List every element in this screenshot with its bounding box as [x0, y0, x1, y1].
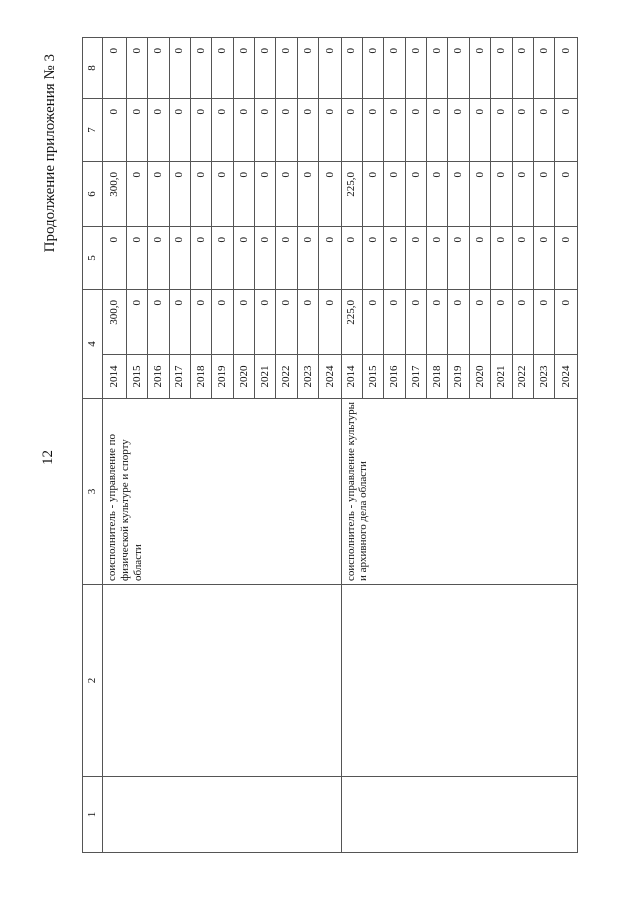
value-cell-7: 0 [148, 99, 169, 162]
value-cell-7: 0 [555, 99, 578, 162]
value-cell-5: 0 [512, 227, 533, 290]
value-cell-8: 0 [212, 38, 233, 99]
value-cell-4: 0 [512, 290, 533, 355]
value-cell-5: 0 [427, 227, 448, 290]
value-cell-8: 0 [362, 38, 383, 99]
year-cell: 2019 [448, 355, 469, 399]
year-cell: 2024 [555, 355, 578, 399]
value-cell-8: 0 [533, 38, 554, 99]
value-cell-6: 0 [448, 162, 469, 227]
value-cell-7: 0 [512, 99, 533, 162]
value-cell-7: 0 [255, 99, 276, 162]
value-cell-6: 0 [190, 162, 211, 227]
value-cell-7: 0 [341, 99, 362, 162]
value-cell-7: 0 [405, 99, 426, 162]
year-cell: 2019 [212, 355, 233, 399]
year-cell: 2014 [103, 355, 126, 399]
value-cell-4: 0 [148, 290, 169, 355]
year-cell: 2015 [362, 355, 383, 399]
value-cell-5: 0 [233, 227, 254, 290]
header-cell-3: 3 [83, 399, 103, 585]
group-col1-cell [341, 777, 577, 853]
value-cell-6: 0 [533, 162, 554, 227]
value-cell-4: 0 [405, 290, 426, 355]
year-cell: 2020 [233, 355, 254, 399]
page-number: 12 [40, 450, 56, 465]
value-cell-7: 0 [533, 99, 554, 162]
value-cell-4: 0 [427, 290, 448, 355]
value-cell-6: 0 [512, 162, 533, 227]
value-cell-8: 0 [319, 38, 341, 99]
value-cell-4: 0 [362, 290, 383, 355]
value-cell-6: 0 [148, 162, 169, 227]
value-cell-6: 0 [469, 162, 490, 227]
value-cell-6: 0 [405, 162, 426, 227]
value-cell-8: 0 [169, 38, 190, 99]
value-cell-5: 0 [491, 227, 512, 290]
value-cell-8: 0 [491, 38, 512, 99]
value-cell-5: 0 [405, 227, 426, 290]
value-cell-7: 0 [319, 99, 341, 162]
value-cell-5: 0 [276, 227, 297, 290]
value-cell-5: 0 [255, 227, 276, 290]
value-cell-7: 0 [103, 99, 126, 162]
header-cell-6: 6 [83, 162, 103, 227]
value-cell-5: 0 [212, 227, 233, 290]
value-cell-5: 0 [555, 227, 578, 290]
value-cell-8: 0 [190, 38, 211, 99]
value-cell-4: 0 [169, 290, 190, 355]
value-cell-4: 0 [384, 290, 405, 355]
value-cell-8: 0 [555, 38, 578, 99]
value-cell-4: 0 [126, 290, 147, 355]
value-cell-5: 0 [469, 227, 490, 290]
value-cell-7: 0 [276, 99, 297, 162]
value-cell-6: 0 [427, 162, 448, 227]
value-cell-6: 0 [555, 162, 578, 227]
group-col2-cell [341, 585, 577, 777]
header-cell-1: 1 [83, 777, 103, 853]
value-cell-7: 0 [491, 99, 512, 162]
year-cell: 2016 [148, 355, 169, 399]
table-body [83, 38, 578, 853]
value-cell-4: 0 [233, 290, 254, 355]
value-cell-6: 0 [491, 162, 512, 227]
year-cell: 2018 [427, 355, 448, 399]
value-cell-8: 0 [126, 38, 147, 99]
value-cell-6: 0 [384, 162, 405, 227]
value-cell-6: 0 [319, 162, 341, 227]
value-cell-7: 0 [212, 99, 233, 162]
value-cell-5: 0 [362, 227, 383, 290]
value-cell-5: 0 [103, 227, 126, 290]
value-cell-5: 0 [126, 227, 147, 290]
value-cell-7: 0 [469, 99, 490, 162]
group-col1-cell [103, 777, 341, 853]
value-cell-6: 0 [362, 162, 383, 227]
value-cell-7: 0 [126, 99, 147, 162]
value-cell-7: 0 [169, 99, 190, 162]
year-cell: 2021 [255, 355, 276, 399]
year-cell: 2022 [512, 355, 533, 399]
value-cell-8: 0 [103, 38, 126, 99]
value-cell-4: 0 [555, 290, 578, 355]
value-cell-7: 0 [233, 99, 254, 162]
value-cell-6: 0 [169, 162, 190, 227]
year-cell: 2014 [341, 355, 362, 399]
header-cell-8: 8 [83, 38, 103, 99]
value-cell-8: 0 [297, 38, 318, 99]
value-cell-6: 0 [212, 162, 233, 227]
value-cell-8: 0 [512, 38, 533, 99]
value-cell-5: 0 [384, 227, 405, 290]
header-cell-4: 4 [83, 290, 103, 399]
year-cell: 2021 [491, 355, 512, 399]
value-cell-8: 0 [427, 38, 448, 99]
year-cell: 2023 [533, 355, 554, 399]
appendix-note: Продолжение приложения № 3 [42, 54, 58, 253]
value-cell-5: 0 [297, 227, 318, 290]
year-cell: 2020 [469, 355, 490, 399]
header-cell-7: 7 [83, 99, 103, 162]
value-cell-4: 0 [491, 290, 512, 355]
value-cell-5: 0 [319, 227, 341, 290]
value-cell-8: 0 [384, 38, 405, 99]
value-cell-4: 0 [276, 290, 297, 355]
year-cell: 2023 [297, 355, 318, 399]
value-cell-7: 0 [297, 99, 318, 162]
value-cell-4: 300,0 [103, 290, 126, 355]
value-cell-6: 300,0 [103, 162, 126, 227]
value-cell-5: 0 [190, 227, 211, 290]
value-cell-7: 0 [362, 99, 383, 162]
header-cell-2: 2 [83, 585, 103, 777]
value-cell-4: 0 [190, 290, 211, 355]
value-cell-8: 0 [448, 38, 469, 99]
value-cell-7: 0 [384, 99, 405, 162]
year-cell: 2022 [276, 355, 297, 399]
table-row [103, 38, 126, 853]
value-cell-4: 0 [469, 290, 490, 355]
value-cell-5: 0 [341, 227, 362, 290]
value-cell-5: 0 [448, 227, 469, 290]
year-cell: 2015 [126, 355, 147, 399]
group-col2-cell [103, 585, 341, 777]
value-cell-4: 0 [448, 290, 469, 355]
value-cell-6: 0 [276, 162, 297, 227]
value-cell-7: 0 [427, 99, 448, 162]
executor-cell: соисполнитель - управление культуры и архивного дела области [341, 399, 577, 585]
value-cell-6: 0 [255, 162, 276, 227]
value-cell-4: 0 [319, 290, 341, 355]
year-cell: 2024 [319, 355, 341, 399]
year-cell: 2018 [190, 355, 211, 399]
table-row [341, 38, 362, 853]
value-cell-8: 0 [405, 38, 426, 99]
value-cell-5: 0 [169, 227, 190, 290]
value-cell-5: 0 [148, 227, 169, 290]
header-cell-5: 5 [83, 227, 103, 290]
executor-cell: соисполнитель - управление по физической культуре и спорту области [103, 399, 341, 585]
value-cell-8: 0 [233, 38, 254, 99]
value-cell-8: 0 [255, 38, 276, 99]
value-cell-4: 225,0 [341, 290, 362, 355]
value-cell-4: 0 [533, 290, 554, 355]
year-cell: 2017 [405, 355, 426, 399]
value-cell-6: 0 [297, 162, 318, 227]
value-cell-6: 0 [126, 162, 147, 227]
value-cell-6: 0 [233, 162, 254, 227]
budget-table [82, 37, 578, 853]
value-cell-7: 0 [448, 99, 469, 162]
value-cell-8: 0 [276, 38, 297, 99]
value-cell-4: 0 [212, 290, 233, 355]
value-cell-7: 0 [190, 99, 211, 162]
header-row [83, 38, 103, 853]
value-cell-5: 0 [533, 227, 554, 290]
value-cell-8: 0 [341, 38, 362, 99]
value-cell-6: 225,0 [341, 162, 362, 227]
year-cell: 2016 [384, 355, 405, 399]
year-cell: 2017 [169, 355, 190, 399]
value-cell-4: 0 [255, 290, 276, 355]
value-cell-4: 0 [297, 290, 318, 355]
value-cell-8: 0 [469, 38, 490, 99]
value-cell-8: 0 [148, 38, 169, 99]
